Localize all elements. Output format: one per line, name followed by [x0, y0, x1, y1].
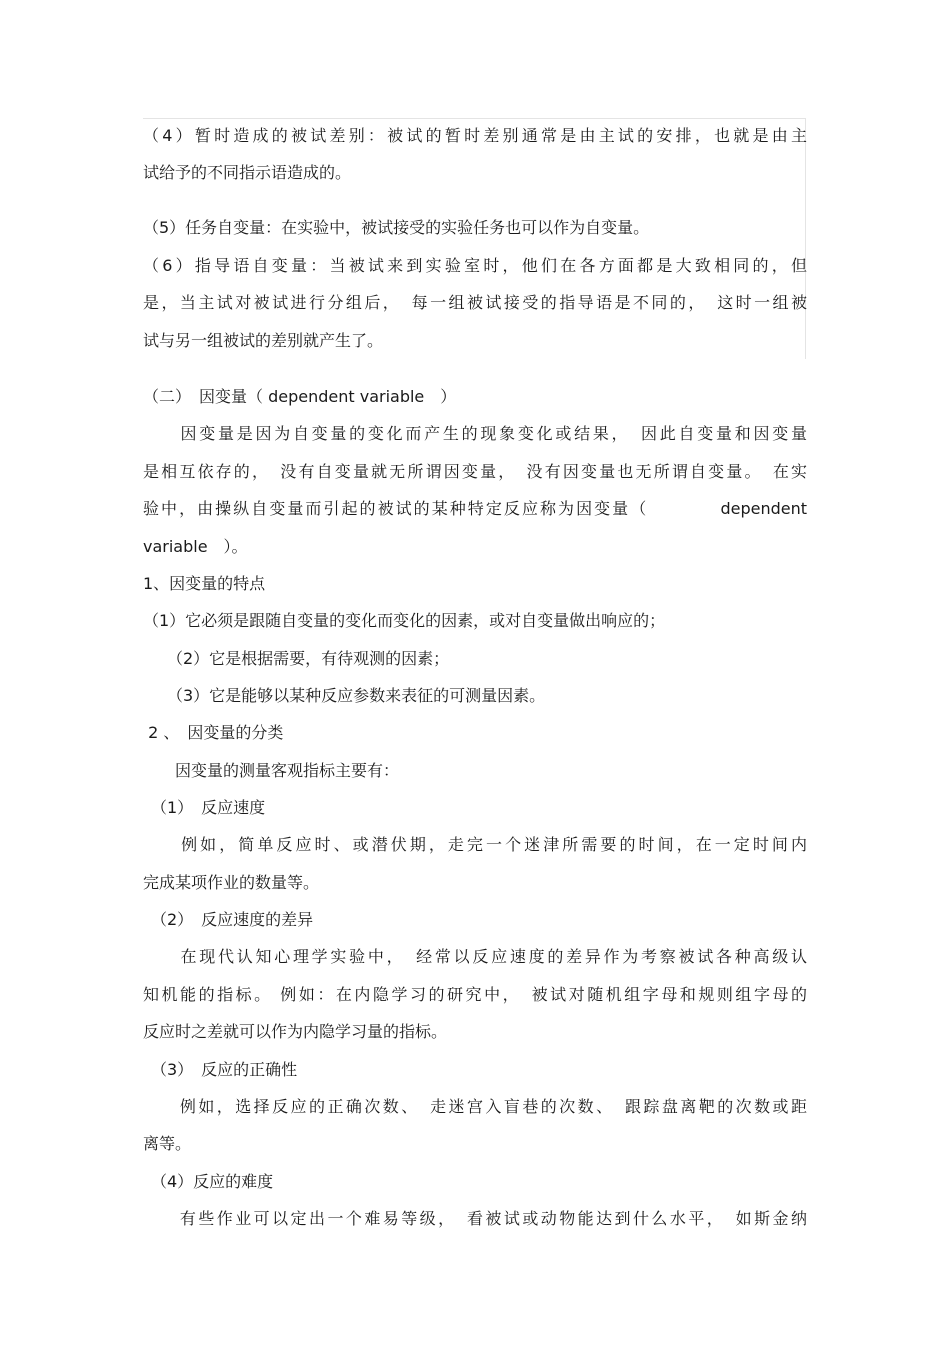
item-heading: （2） 反应速度的差异 [143, 910, 314, 929]
text-line: 试与另一组被试的差别就产生了。 [143, 331, 384, 350]
text-line: variable ）。 [143, 537, 248, 556]
text-line: （2）它是根据需要，有待观测的因素； [143, 649, 450, 668]
text-line: 在现代认知心理学实验中， 经常以反应速度的差异作为考察被试各种高级认 [143, 947, 807, 966]
subsection-heading: 2 、 因变量的分类 [143, 723, 284, 742]
item-heading: （4）反应的难度 [143, 1172, 274, 1191]
text-line: （4）暂时造成的被试差别：被试的暂时差别通常是由主试的安排，也就是由主 [143, 126, 807, 145]
text-line: 是，当主试对被试进行分组后， 每一组被试接受的指导语是不同的， 这时一组被 [143, 293, 807, 312]
text-line: （6）指导语自变量：当被试来到实验室时，他们在各方面都是大致相同的，但 [143, 256, 807, 275]
text-line: 例如，选择反应的正确次数、 走迷宫入盲巷的次数、 跟踪盘离靶的次数或距 [143, 1097, 807, 1116]
item-heading: （1） 反应速度 [143, 798, 266, 817]
text-line: 因变量是因为自变量的变化而产生的现象变化或结果， 因此自变量和因变量 [143, 424, 807, 443]
text-line: 是相互依存的， 没有自变量就无所谓因变量， 没有因变量也无所谓自变量。 在实 [143, 462, 807, 481]
text-line: （5）任务自变量：在实验中，被试接受的实验任务也可以作为自变量。 [143, 218, 650, 237]
text-line: 例如，简单反应时、或潜伏期，走完一个迷津所需要的时间，在一定时间内 [143, 835, 807, 854]
text-line: 因变量的测量客观指标主要有： [143, 761, 400, 780]
subsection-heading: 1、因变量的特点 [143, 574, 266, 593]
text-line: 知机能的指标。 例如：在内隐学习的研究中， 被试对随机组字母和规则组字母的 [143, 985, 807, 1004]
text-line: 试给予的不同指示语造成的。 [143, 163, 352, 182]
text-line: 反应时之差就可以作为内隐学习量的指标。 [143, 1022, 448, 1041]
boxed-section-border [143, 118, 806, 359]
text-line: 验中，由操纵自变量而引起的被试的某种特定反应称为因变量（ dependent [143, 499, 807, 518]
section-heading: （二） 因变量（ dependent variable ） [143, 387, 457, 406]
text-line: 有些作业可以定出一个难易等级， 看被试或动物能达到什么水平， 如斯金纳 [143, 1209, 807, 1228]
text-line: （1）它必须是跟随自变量的变化而变化的因素，或对自变量做出响应的； [143, 611, 666, 630]
item-heading: （3） 反应的正确性 [143, 1060, 298, 1079]
text-line: 离等。 [143, 1134, 192, 1153]
text-line: 完成某项作业的数量等。 [143, 873, 320, 892]
text-line: （3）它是能够以某种反应参数来表征的可测量因素。 [143, 686, 546, 705]
